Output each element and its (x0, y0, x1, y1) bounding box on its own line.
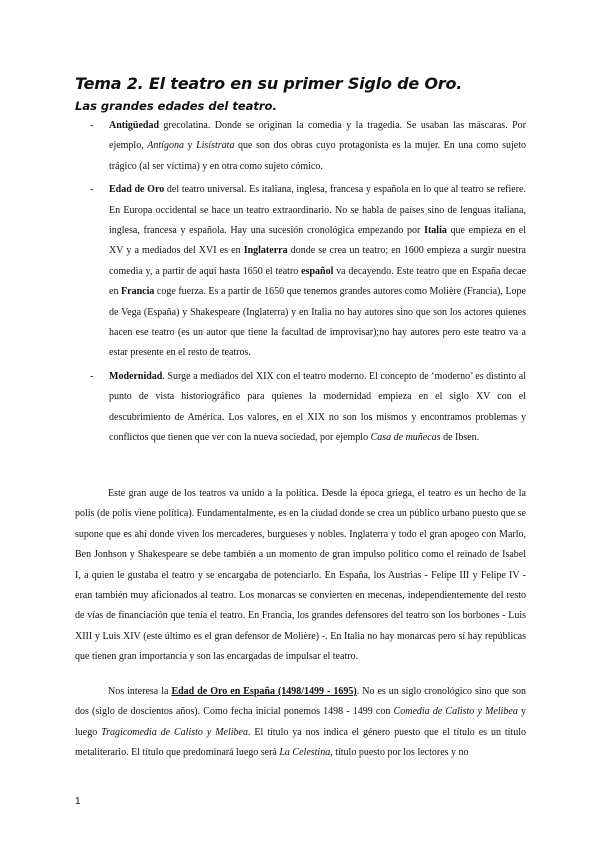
term-modernidad: Modernidad (109, 370, 163, 382)
list-item-modernidad (90, 367, 526, 449)
underlined-heading: Edad de Oro en España (1498/1499 - 1695) (171, 686, 357, 697)
ages-list (90, 116, 526, 452)
list-item-edad-de-oro (90, 180, 526, 364)
paragraph-politics: Este gran auge de los teatros va unido a la política. Desde la época griega, el teatro es un hecho de la polis (de polis viene política). Fundamentalmente, es en la ciudad donde se crea un público urbano puesto que se supone que es ahí donde viven los mercaderes, burgueses y nobles. Inglaterra y todo el gran apogeo con Marlo, Ben Jonhson y Shakespeare se debe también a un momento de gran impulso político como el reinado de Isabel I, a quien le gustaba el teatro y se encargaba de potenciarlo. En España, los Austrias - Felipe III y Felipe IV - eran también muy aficionados al teatro. Los monarcas se convierten en mecenas, independientemente del resto de vías de financiación que tenía el teatro. En Francia, los grandes defensores del teatro son los borbones - Luis XIII y Luis XIV (este último es el gran defensor de Molière) -. En Italia no hay monarcas pero sí hay repúblicas que tienen gran importancia y son las encargadas de impulsar el teatro. (75, 488, 526, 663)
page-number: 1 (75, 796, 81, 807)
section-subtitle: Las grandes edades del teatro. (75, 99, 277, 113)
list-item-antiguedad (90, 116, 526, 177)
document-title: Tema 2. El teatro en su primer Siglo de Oro. (75, 74, 463, 93)
bullet-dash: - (90, 370, 94, 382)
bullet-dash: - (90, 120, 94, 131)
term-edad-de-oro: Edad de Oro (109, 184, 165, 196)
bullet-dash: - (90, 184, 94, 196)
list-item-text: Antigüedad grecolatina. Donde se originan la comedia y la tragedia. Se usaban las máscaras. Por ejemplo, Antígona y Lisístrata que son dos obras cuyo protagonista es la mujer. En una como sujeto trágico (al ser víctima) y en otra como sujeto cómico. (109, 120, 527, 172)
list-item-text: Modernidad. Surge a mediados del XIX con el teatro moderno. El concepto de ‘moderno’ es distinto al punto de vista historiográfico para quienes la modernidad empieza en el siglo XV con el descubrimiento de América. Los valores, en el XIX no son los mismos y encontramos problemas y conflictos que tienen que ver con la nueva sociedad, por ejemplo Casa de muñecas de Ibsen. (109, 370, 526, 444)
paragraph-edad-de-oro-espana: Nos interesa la Edad de Oro en España (1498/1499 - 1695). No es un siglo cronológico sino que son dos (siglo de doscientos años). Como fecha inicial ponemos 1498 - 1499 con Comedia de Calisto y Melibea y luego Tragicomedia de Calisto y Melibea. El título ya nos indica el género puesto que el título es un título metaliterario. El título que predominará luego será La Celestina, título puesto por los lectores y no (75, 686, 527, 759)
list-item-text: Edad de Oro del teatro universal. Es italiana, inglesa, francesa y española en lo que al teatro se refiere. En Europa occidental se hace un teatro extraordinario. No se habla de países sino de lenguas italiana, inglesa, francesa y española. Hay una sucesión cronológica empezando por Italia que empieza en el XV y a mediados del XVI es en Inglaterra donde se crea un teatro; en 1600 empieza a surgir nuestra comedia y, a partir de aquí hasta 1650 el teatro español va decayendo. Este teatro que en España decae en Francia coge fuerza. Es a partir de 1650 que tenemos grandes autores como Molière (Francia), Lope de Vega (España) y Shakespeare (Inglaterra) y en Italia no hay autores sino que son los actores quienes hacen ese teatro (es un autor que tiene la facultad de improvisar);no hay autores pero este teatro va a estar presente en el resto de teatros. (109, 184, 527, 359)
term-antiguedad: Antigüedad (109, 120, 160, 131)
